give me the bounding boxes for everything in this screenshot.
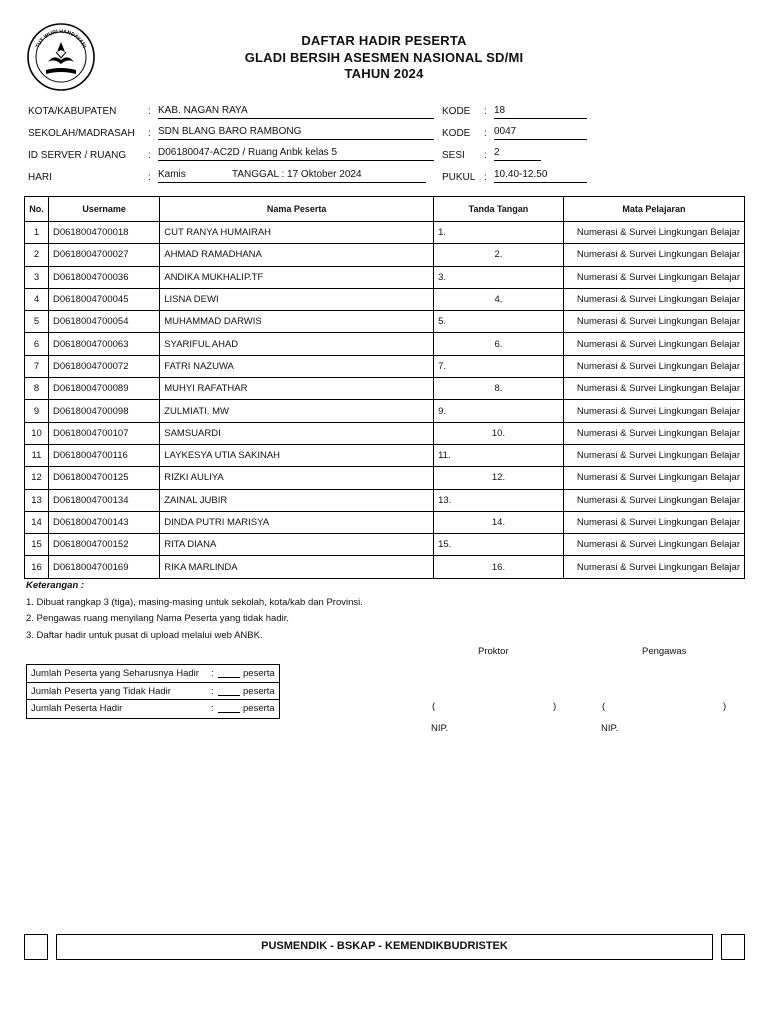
hari-colon: : <box>148 172 151 183</box>
row-username: D0618004700098 <box>48 400 159 422</box>
row-nama: ZULMIATI. MW <box>160 400 434 422</box>
footer-right-box <box>721 934 745 960</box>
row-signature[interactable]: 6. <box>434 333 564 355</box>
sekolah-colon: : <box>148 128 151 139</box>
table-row <box>25 222 745 244</box>
table-row <box>25 311 745 333</box>
summary-blank[interactable] <box>218 686 240 696</box>
row-mapel: Numerasi & Survei Lingkungan Belajar <box>563 266 744 288</box>
row-signature[interactable]: 4. <box>434 288 564 310</box>
row-nama: MUHAMMAD DARWIS <box>160 311 434 333</box>
row-username: D0618004700036 <box>48 266 159 288</box>
row-number: 5 <box>25 311 49 333</box>
sesi-label: SESI <box>442 150 465 161</box>
attendance-body <box>25 222 745 579</box>
header-username: Username <box>48 197 159 222</box>
table-row <box>25 489 745 511</box>
summary-colon: : <box>211 668 214 679</box>
summary-label: Jumlah Peserta yang Seharusnya Hadir <box>31 668 199 679</box>
row-nama: FATRI NAZUWA <box>160 355 434 377</box>
table-row <box>25 556 745 578</box>
kode1-colon: : <box>484 106 487 117</box>
row-number: 9 <box>25 400 49 422</box>
row-username: D0618004700063 <box>48 333 159 355</box>
row-signature[interactable]: 9. <box>434 400 564 422</box>
row-number: 1 <box>25 222 49 244</box>
summary-unit: peserta <box>243 668 275 679</box>
row-username: D0618004700018 <box>48 222 159 244</box>
table-row <box>25 355 745 377</box>
row-mapel: Numerasi & Survei Lingkungan Belajar <box>563 534 744 556</box>
row-nama: ANDIKA MUKHALIP.TF <box>160 266 434 288</box>
proktor-nip: NIP. <box>431 723 449 734</box>
row-signature[interactable]: 12. <box>434 467 564 489</box>
row-signature[interactable]: 15. <box>434 534 564 556</box>
row-mapel: Numerasi & Survei Lingkungan Belajar <box>563 556 744 578</box>
keterangan-title: Keterangan : <box>26 580 85 591</box>
row-signature[interactable]: 5. <box>434 311 564 333</box>
row-number: 15 <box>25 534 49 556</box>
row-signature[interactable]: 14. <box>434 511 564 533</box>
pengawas-label: Pengawas <box>642 646 687 657</box>
kode2-value: 0047 <box>494 126 587 140</box>
summary-blank[interactable] <box>218 668 240 678</box>
row-number: 6 <box>25 333 49 355</box>
row-number: 11 <box>25 444 49 466</box>
table-row <box>25 534 745 556</box>
pengawas-paren-close: ) <box>723 701 727 712</box>
keterangan-item: 1. Dibuat rangkap 3 (tiga), masing-masing untuk sekolah, kota/kab dan Provinsi. <box>26 597 363 608</box>
table-row <box>25 333 745 355</box>
pukul-value: 10.40-12.50 <box>494 169 587 183</box>
table-row <box>25 467 745 489</box>
summary-label: Jumlah Peserta yang Tidak Hadir <box>31 685 171 697</box>
row-username: D0618004700045 <box>48 288 159 310</box>
table-row <box>25 266 745 288</box>
table-row <box>25 288 745 310</box>
table-row <box>25 244 745 266</box>
pengawas-nip: NIP. <box>601 723 619 734</box>
kota-colon: : <box>148 106 151 117</box>
row-mapel: Numerasi & Survei Lingkungan Belajar <box>563 222 744 244</box>
summary-label: Jumlah Peserta Hadir <box>31 703 123 714</box>
row-number: 10 <box>25 422 49 444</box>
table-header-row <box>25 197 745 222</box>
summary-colon: : <box>211 703 214 714</box>
row-nama: SYARIFUL AHAD <box>160 333 434 355</box>
summary-blank[interactable] <box>218 703 240 713</box>
document-subtitle: GLADI BERSIH ASESMEN NASIONAL SD/MI <box>244 50 524 65</box>
hari-label: HARI <box>28 172 52 183</box>
tanggal-value: TANGGAL : 17 Oktober 2024 <box>232 169 426 183</box>
pengawas-paren-open: ( <box>602 701 606 712</box>
table-row <box>25 378 745 400</box>
header-nama: Nama Peserta <box>160 197 434 222</box>
table-row <box>25 511 745 533</box>
row-number: 8 <box>25 378 49 400</box>
row-number: 7 <box>25 355 49 377</box>
server-colon: : <box>148 150 151 161</box>
document-year: TAHUN 2024 <box>344 66 424 81</box>
server-label: ID SERVER / RUANG <box>28 150 127 161</box>
row-nama: MUHYI RAFATHAR <box>160 378 434 400</box>
sekolah-label: SEKOLAH/MADRASAH <box>28 128 135 139</box>
sesi-value: 2 <box>494 147 541 161</box>
row-nama: CUT RANYA HUMAIRAH <box>160 222 434 244</box>
row-mapel: Numerasi & Survei Lingkungan Belajar <box>563 311 744 333</box>
row-mapel: Numerasi & Survei Lingkungan Belajar <box>563 288 744 310</box>
row-number: 13 <box>25 489 49 511</box>
sekolah-value: SDN BLANG BARO RAMBONG <box>158 126 434 140</box>
row-nama: RITA DIANA <box>160 534 434 556</box>
row-nama: LAYKESYA UTIA SAKINAH <box>160 444 434 466</box>
pukul-label: PUKUL <box>442 172 476 183</box>
row-signature[interactable]: 1. <box>434 222 564 244</box>
kode2-colon: : <box>484 128 487 139</box>
row-nama: SAMSUARDI <box>160 422 434 444</box>
summary-unit: peserta <box>243 703 275 714</box>
row-number: 12 <box>25 467 49 489</box>
footer-label: PUSMENDIK - BSKAP - KEMENDIKBUDRISTEK <box>56 934 713 960</box>
document-title: DAFTAR HADIR PESERTA <box>301 33 467 48</box>
attendance-table <box>24 196 745 579</box>
row-signature[interactable]: 7. <box>434 355 564 377</box>
row-username: D0618004700054 <box>48 311 159 333</box>
kode2-label: KODE <box>442 128 471 139</box>
row-number: 16 <box>25 556 49 578</box>
hari-value: Kamis <box>158 169 232 183</box>
row-username: D0618004700116 <box>48 444 159 466</box>
server-value: D06180047-AC2D / Ruang Anbk kelas 5 <box>158 147 434 161</box>
proktor-paren-open: ( <box>432 701 436 712</box>
row-signature[interactable]: 11. <box>434 444 564 466</box>
summary-row <box>27 700 279 718</box>
summary-box <box>26 664 280 719</box>
row-number: 4 <box>25 288 49 310</box>
table-row <box>25 444 745 466</box>
row-username: D0618004700027 <box>48 244 159 266</box>
kota-value: KAB. NAGAN RAYA <box>158 105 434 119</box>
row-username: D0618004700072 <box>48 355 159 377</box>
header-ttd: Tanda Tangan <box>434 197 564 222</box>
row-signature[interactable]: 13. <box>434 489 564 511</box>
header-no: No. <box>25 197 49 222</box>
row-mapel: Numerasi & Survei Lingkungan Belajar <box>563 489 744 511</box>
row-signature[interactable]: 8. <box>434 378 564 400</box>
proktor-paren-close: ) <box>553 701 557 712</box>
header-mapel: Mata Pelajaran <box>563 197 744 222</box>
summary-unit: peserta <box>243 685 275 697</box>
row-username: D0618004700107 <box>48 422 159 444</box>
row-mapel: Numerasi & Survei Lingkungan Belajar <box>563 244 744 266</box>
row-signature[interactable]: 10. <box>434 422 564 444</box>
row-nama: LISNA DEWI <box>160 288 434 310</box>
row-mapel: Numerasi & Survei Lingkungan Belajar <box>563 511 744 533</box>
footer-left-box <box>24 934 48 960</box>
row-signature[interactable]: 2. <box>434 244 564 266</box>
row-nama: ZAINAL JUBIR <box>160 489 434 511</box>
keterangan-item: 3. Daftar hadir untuk pusat di upload melalui web ANBK. <box>26 630 263 641</box>
row-nama: AHMAD RAMADHANA <box>160 244 434 266</box>
kode1-label: KODE <box>442 106 471 117</box>
row-mapel: Numerasi & Survei Lingkungan Belajar <box>563 355 744 377</box>
row-mapel: Numerasi & Survei Lingkungan Belajar <box>563 422 744 444</box>
row-username: D0618004700125 <box>48 467 159 489</box>
row-mapel: Numerasi & Survei Lingkungan Belajar <box>563 378 744 400</box>
row-number: 2 <box>25 244 49 266</box>
row-mapel: Numerasi & Survei Lingkungan Belajar <box>563 467 744 489</box>
row-number: 3 <box>25 266 49 288</box>
row-username: D0618004700089 <box>48 378 159 400</box>
row-username: D0618004700134 <box>48 489 159 511</box>
table-row <box>25 400 745 422</box>
summary-row <box>27 683 279 701</box>
summary-colon: : <box>211 685 214 697</box>
svg-text:TUT WURI HANDAYANI: TUT WURI HANDAYANI <box>34 28 88 50</box>
row-signature[interactable]: 3. <box>434 266 564 288</box>
row-username: D0618004700143 <box>48 511 159 533</box>
row-signature[interactable]: 16. <box>434 556 564 578</box>
summary-row <box>27 665 279 683</box>
row-nama: DINDA PUTRI MARISYA <box>160 511 434 533</box>
proktor-label: Proktor <box>478 646 509 657</box>
kode1-value: 18 <box>494 105 587 119</box>
sesi-colon: : <box>484 150 487 161</box>
row-mapel: Numerasi & Survei Lingkungan Belajar <box>563 333 744 355</box>
row-username: D0618004700152 <box>48 534 159 556</box>
kota-label: KOTA/KABUPATEN <box>28 106 117 117</box>
row-mapel: Numerasi & Survei Lingkungan Belajar <box>563 444 744 466</box>
row-username: D0618004700169 <box>48 556 159 578</box>
row-nama: RIZKI AULIYA <box>160 467 434 489</box>
row-mapel: Numerasi & Survei Lingkungan Belajar <box>563 400 744 422</box>
table-row <box>25 422 745 444</box>
row-number: 14 <box>25 511 49 533</box>
keterangan-item: 2. Pengawas ruang menyilang Nama Peserta yang tidak hadir. <box>26 613 289 624</box>
pukul-colon: : <box>484 172 487 183</box>
row-nama: RIKA MARLINDA <box>160 556 434 578</box>
